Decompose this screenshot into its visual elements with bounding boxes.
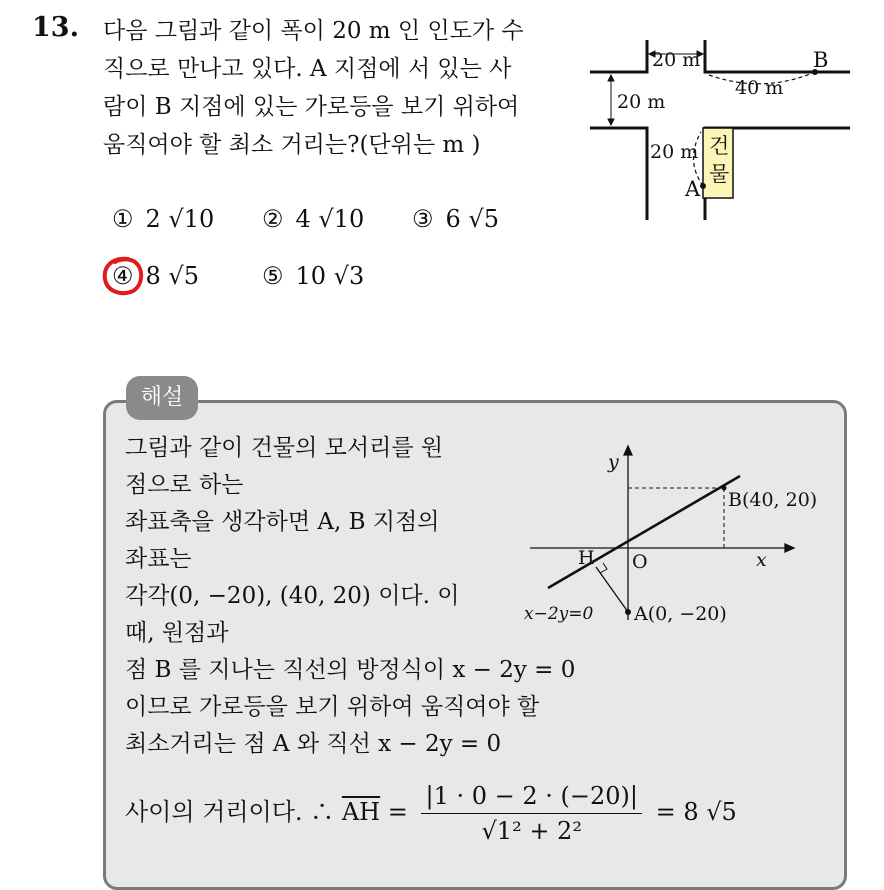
y-axis-label: y — [608, 451, 619, 473]
question-number: 13. — [32, 12, 79, 43]
answer-circle-mark — [98, 252, 150, 300]
choice-mark: ② — [262, 205, 284, 233]
formula-numerator: |1 · 0 − 2 · (−20)| — [421, 782, 642, 814]
solution-line: 좌표는 — [125, 546, 192, 572]
distance-formula — [125, 782, 737, 845]
choice-2[interactable] — [262, 205, 364, 233]
choice-value: 4 √10 — [295, 205, 365, 233]
formula-segment: $\overline{AH}$ — [341, 798, 381, 826]
point-h-label: H — [578, 547, 595, 569]
origin-label: O — [632, 551, 648, 573]
point-b-label: B — [813, 48, 829, 72]
choice-mark: ⑤ — [262, 262, 284, 290]
choice-1[interactable] — [112, 205, 214, 233]
question-line: 다음 그림과 같이 폭이 20 m 인 인도가 수 — [103, 18, 524, 44]
choice-mark: ④ — [112, 262, 134, 290]
solution-line: 좌표축을 생각하면 A, B 지점의 — [125, 509, 440, 535]
solution-tab: 해설 — [126, 376, 198, 420]
question-line: 움직여야 할 최소 거리는?(단위는 m ) — [103, 132, 481, 158]
choice-value: 10 √3 — [295, 262, 365, 290]
choice-value: 2 √10 — [145, 205, 215, 233]
formula-prefix: 사이의 거리이다. ∴ — [125, 798, 335, 826]
width-top-label: 20 m — [652, 49, 701, 71]
solution-line: 최소거리는 점 A 와 직선 x − 2y = 0 — [125, 731, 502, 757]
choice-mark: ① — [112, 205, 134, 233]
width-left-label: 20 m — [617, 91, 666, 113]
point-a-marker — [625, 609, 631, 615]
choice-mark: ③ — [412, 205, 434, 233]
solution-line: 이므로 가로등을 보기 위하여 움직여야 할 — [125, 694, 540, 720]
point-a-coord-label: A(0, −20) — [634, 603, 727, 625]
line-equation-label: x−2y=0 — [524, 604, 594, 624]
point-a-label: A — [685, 177, 701, 201]
formula-denominator: √1² + 2² — [481, 817, 582, 845]
solution-line: 그림과 같이 건물의 모서리를 원 — [125, 435, 444, 461]
building-height-label: 20 m — [650, 141, 699, 163]
point-a-marker — [700, 183, 706, 189]
formula-result: = 8 √5 — [655, 798, 737, 826]
question-text — [103, 12, 573, 164]
solution-line: 점으로 하는 — [125, 472, 244, 498]
street-diagram — [585, 40, 857, 225]
x-axis-label: x — [756, 549, 767, 571]
building-label-bottom: 물 — [709, 162, 730, 186]
question-line: 람이 B 지점에 있는 가로등을 보기 위하여 — [103, 94, 520, 120]
question-line: 직으로 만나고 있다. A 지점에 서 있는 사 — [103, 56, 512, 82]
point-b-marker — [722, 486, 727, 491]
solution-line: 때, 원점과 — [125, 620, 229, 646]
point-b-coord-label: B(40, 20) — [728, 489, 818, 511]
coordinate-diagram — [518, 438, 818, 628]
choice-3[interactable] — [412, 205, 499, 233]
choice-5[interactable] — [262, 262, 364, 290]
choice-value: 8 √5 — [145, 262, 199, 290]
formula-equals: = — [387, 798, 408, 826]
solution-line: 점 B 를 지나는 직선의 방정식이 x − 2y = 0 — [125, 657, 576, 683]
distance-label: 40 m — [735, 77, 784, 99]
solution-line: 각각(0, −20), (40, 20) 이다. 이 — [125, 583, 460, 609]
formula-fraction — [421, 782, 642, 845]
choice-value: 6 √5 — [445, 205, 499, 233]
building-label-top: 건 — [709, 134, 730, 158]
solution-text — [125, 430, 575, 763]
